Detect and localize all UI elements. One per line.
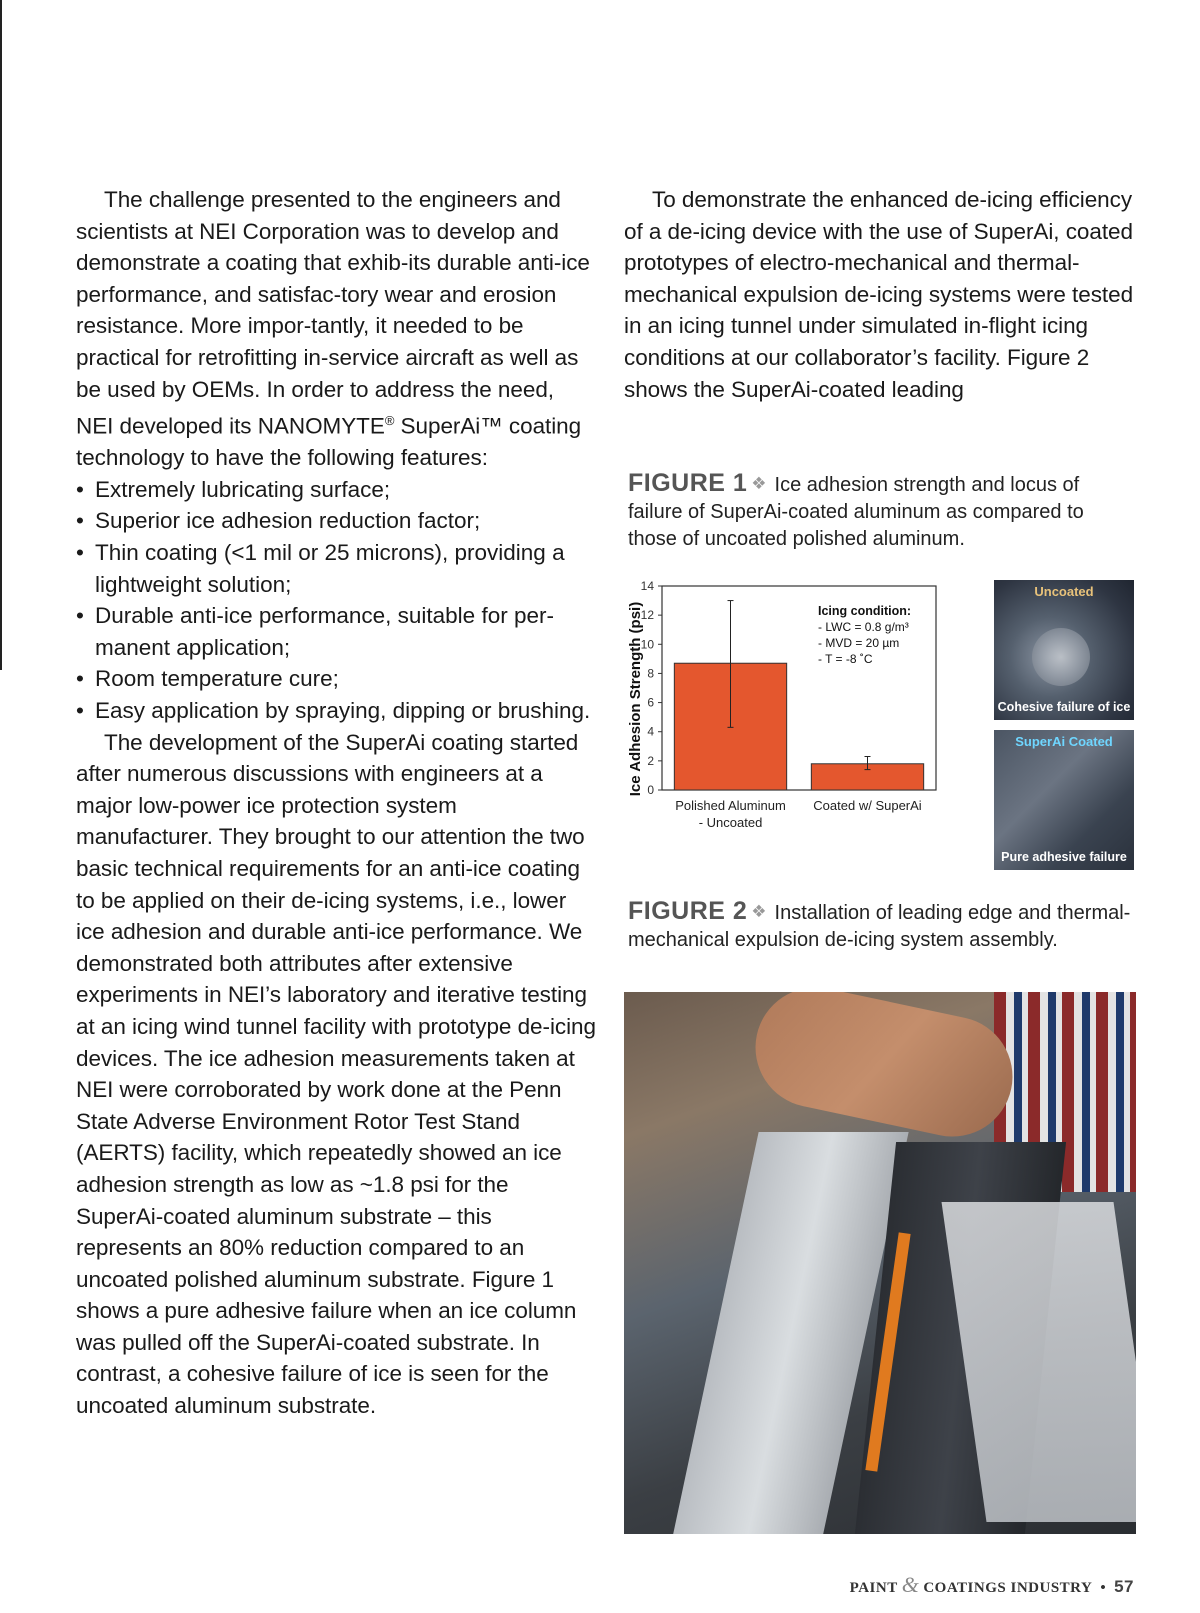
magazine-name-left: PAINT bbox=[849, 1580, 898, 1596]
figure2-label: FIGURE 2 bbox=[628, 897, 748, 925]
feature-item: • Easy application by spraying, dipping or brushing. bbox=[76, 695, 596, 727]
intro-text: The challenge presented to the engineers and scientists at NEI Corporation was to develop and demonstrate a coating that exhib-its durable anti-ice performance, and satisfac-tory wear and erosion resistance. More impor-tantly, it needed to be practical for retrofitting in-service aircraft as well as be used by OEMs. In order to address the need, NEI developed its bbox=[76, 187, 590, 439]
feature-item: • Thin coating (<1 mil or 25 microns), providing a lightweight solution; bbox=[76, 537, 596, 600]
feature-item: • Superior ice adhesion reduction factor; bbox=[76, 505, 596, 537]
diamond-icon: ❖ bbox=[751, 474, 767, 493]
magazine-ampersand: & bbox=[901, 1572, 920, 1597]
chart-svg bbox=[624, 578, 984, 868]
right-column bbox=[624, 184, 1134, 405]
page-number: 57 bbox=[1114, 1577, 1134, 1596]
figure1-label: FIGURE 1 bbox=[628, 469, 748, 497]
y-tick-label: 8 bbox=[647, 666, 654, 681]
icing-condition-box bbox=[818, 604, 911, 666]
feature-item: • Room temperature cure; bbox=[76, 663, 596, 695]
demonstration-paragraph: To demonstrate the enhanced de-icing efficiency of a de-icing device with the use of SuperAi, coated prototypes of electro-mechanical and thermal-mechanical expulsion de-icing systems were tested in an icing tunnel under simulated in-flight icing conditions at our collaborator’s facility. Figure 2 shows the SuperAi-coated leading bbox=[624, 187, 1134, 402]
icing-condition-temp: - T = -8 ˚C bbox=[818, 652, 873, 666]
page-edge-rule bbox=[0, 0, 2, 670]
figure2-caption-text: Installation of leading edge and thermal-mechanical expulsion de-icing system assembly. bbox=[628, 902, 1131, 951]
y-tick-label: 10 bbox=[640, 637, 654, 652]
feature-list bbox=[76, 474, 596, 727]
superai-text: SuperAi™ coating technology to have the following features: bbox=[76, 413, 582, 471]
x-category-label: Coated w/ SuperAi bbox=[813, 798, 922, 813]
intro-paragraph bbox=[76, 184, 596, 474]
y-tick-label: 2 bbox=[647, 753, 654, 768]
icing-condition-title: Icing condition: bbox=[818, 604, 912, 618]
uncoated-label: Uncoated bbox=[1034, 584, 1094, 599]
magazine-name-right: COATINGS INDUSTRY bbox=[923, 1580, 1093, 1596]
adhesive-failure-label: Pure adhesive failure bbox=[1001, 850, 1127, 864]
x-category-label: - Uncoated bbox=[698, 815, 763, 830]
diamond-icon: ❖ bbox=[751, 902, 767, 921]
x-category-label: Polished Aluminum bbox=[675, 798, 786, 813]
y-tick-label: 4 bbox=[647, 724, 654, 739]
left-column bbox=[76, 184, 596, 1422]
y-tick-label: 14 bbox=[640, 579, 654, 593]
icing-condition-lwc: - LWC = 0.8 g/m³ bbox=[818, 620, 909, 634]
page-footer bbox=[850, 1572, 1134, 1598]
superai-coated-label: SuperAi Coated bbox=[1015, 734, 1113, 749]
y-tick-label: 6 bbox=[647, 695, 654, 710]
coated-sample-photo bbox=[994, 730, 1134, 870]
installation-photo bbox=[624, 992, 1136, 1534]
y-axis-label: Ice Adhesion Strength (psi) bbox=[627, 601, 644, 797]
y-tick-label: 12 bbox=[640, 608, 654, 623]
development-paragraph: The development of the SuperAi coating started after numerous discussions with engineers at a major low-power ice protection system manufacturer. They brought to our attention the two basic technical requirements for an anti-ice coating to be applied on their de-icing systems, i.e., lower ice adhesion and durable anti-ice performance. We demonstrated both attributes after extensive experiments in NEI’s laboratory and iterative testing at an icing wind tunnel facility with prototype de-icing devices. The ice adhesion measurements taken at NEI were corroborated by work done at the Penn State Adverse Environment Rotor Test Stand (AERTS) facility, which repeatedly showed an ice adhesion strength as low as ~1.8 psi for the SuperAi-coated aluminum substrate – this represents an 80% reduction compared to an uncoated polished aluminum substrate. Figure 1 shows a pure adhesive failure when an ice column was pulled off the SuperAi-coated substrate. In contrast, a cohesive failure of ice is seen for the uncoated aluminum substrate. bbox=[76, 729, 596, 1419]
ice-adhesion-chart bbox=[624, 578, 984, 868]
ice-residue bbox=[1032, 628, 1090, 686]
feature-item: • Extremely lubricating surface; bbox=[76, 474, 596, 506]
figure2-caption bbox=[628, 898, 1138, 954]
feature-item: • Durable anti-ice performance, suitable for per-manent application; bbox=[76, 600, 596, 663]
nanomyte-text: NANOMYTE bbox=[257, 413, 385, 439]
icing-condition-mvd: - MVD = 20 µm bbox=[818, 636, 900, 650]
figure1-caption-text: Ice adhesion strength and locus of failure of SuperAi-coated aluminum as compared to those of uncoated polished aluminum. bbox=[628, 474, 1084, 550]
registered-mark: ® bbox=[384, 413, 395, 429]
footer-bullet: • bbox=[1100, 1580, 1107, 1596]
uncoated-sample-photo bbox=[994, 580, 1134, 720]
y-tick-label: 0 bbox=[647, 783, 654, 797]
cohesive-failure-label: Cohesive failure of ice bbox=[997, 700, 1131, 714]
figure1-caption bbox=[628, 470, 1138, 553]
photo-arm bbox=[744, 992, 1023, 1148]
